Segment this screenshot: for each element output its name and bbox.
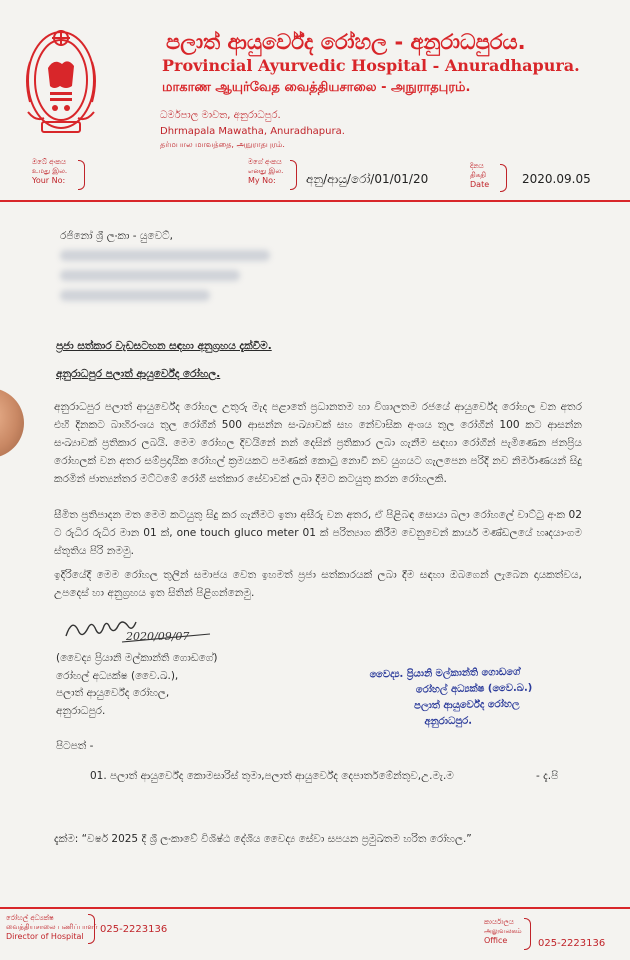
signatory-hospital: පලාත් ආයුර්වේද රෝහල,: [56, 687, 170, 699]
your-no-label-ta: உமது இல.: [32, 167, 68, 175]
redacted-address-line: [60, 250, 270, 261]
footer-office-label: [484, 918, 522, 945]
your-no-label-en: Your No:: [32, 176, 66, 185]
date-brace: [500, 164, 507, 192]
footer-office-brace: [524, 918, 531, 950]
address-tamil: தர்மபால மாவத்தை, அநுராதபுரம்.: [160, 140, 285, 149]
addressee: රජිනෝ ශ්‍රී ලංකා - යුවෙට්,: [60, 230, 174, 242]
stamp-line-1: වෛද්‍ය. ප්‍රියානි මල්කාන්ති ගොඩගේ: [369, 666, 521, 681]
signatory-name: (වෛද්‍ය ප්‍රියානි මල්කාන්ති ගොඩගේ): [56, 652, 218, 664]
stamp-line-3: පලාත් ආයුර්වේද රෝහල: [414, 698, 520, 712]
my-no-label: [248, 158, 283, 185]
hospital-name-sinhala: පලාත් ආයුර්වේද රෝහල - අනුරාධපුරය.: [166, 30, 526, 54]
copies-heading: පිටපත් -: [56, 740, 94, 752]
paragraph-3: ඉදිරියේදී මෙම රෝහල තුලින් සමාජය වෙත ඉහමත් ප්‍රජා සත්කාරයක් ලබා දීම සඳහා ඔබගෙන් ලැබෙන දායකත්වය, උපදෙස් හා අනුග්‍රහය ඉත සිතින් පිළිගන්නෙමු.: [54, 569, 582, 599]
paragraph-2: සීමිත ප්‍රතිපාදන මත මෙම කටයුතු සිදු කර ගැනීමට ඉතා අසීරු වන අතර, ඒ පිළිබඳ සොයා බලා රෝහලේ වාට්ටු අංක 02 ට රුධිර රුධිර මාන 01 ක්, one touch gluco meter 01 ක් පරිත්‍යාග කිරීම වෙනුවෙන් කාර්ය මණ්ඩලයේ හෘදයාංගම ස්තූතිය පිරි නමමු.: [54, 509, 582, 557]
copy-item-1: [90, 770, 559, 783]
footer-director-ta: வைத்தியசாலை பணிப்பாளர்: [6, 923, 98, 931]
my-no-value: අනු/ආයු/රෝ/01/01/20: [306, 172, 429, 186]
footer-office-si: කාර්යාලය: [484, 918, 514, 926]
vision-statement: දැක්ම: “වර්ෂ 2025 දී ශ්‍රී ලංකාවේ විශිෂ්ඨ දේශිය වෛද්‍ය සේවා සපයන ප්‍රමුඛතම හරිත රෝහල.”: [54, 833, 472, 845]
footer-divider: [0, 907, 630, 909]
address-sinhala: ධර්මපාල මාවත, අනුරාධපුර.: [160, 110, 281, 121]
my-no-label-en: My No:: [248, 176, 276, 185]
copy-item-1-text: 01. පලාත් ආයුර්වේද කොමසාරිස් තුමා,පලාත් ආයුර්වේද දෙපාර්තමේන්තුව,උ.මැ.ම: [90, 770, 454, 782]
address-english: Dhrmapala Mawatha, Anuradhapura.: [160, 126, 345, 137]
subject-line-1: ප්‍රජා සත්කාර වැඩසටහන සඳහා අනුග්‍රහය දැක්වීම.: [56, 340, 272, 352]
your-no-brace: [78, 160, 85, 190]
header-divider: [0, 200, 630, 202]
your-no-label: [32, 158, 67, 185]
your-no-label-si: ඔබේ අංකය: [32, 158, 66, 166]
footer-office-phone: 025-2223136: [538, 938, 606, 949]
signature-date: 2020/09/07: [126, 630, 190, 643]
redacted-address-line: [60, 290, 210, 301]
footer-office-ta: அலுவலகம்: [484, 927, 522, 935]
stamp-line-2: රෝහල් අධ්‍යක්ෂ (වෛ.ඛ.): [415, 682, 533, 696]
footer-director-si: රෝහල් අධ්‍යක්ෂ: [6, 914, 54, 922]
my-no-label-ta: எனது இல.: [248, 167, 284, 175]
copy-item-1-tail: - දැ.පි: [536, 770, 559, 782]
signatory-title: රෝහල් අධ්‍යක්ෂ (වෛ.ඛ.),: [56, 669, 179, 682]
footer-director-label: [6, 914, 97, 941]
stamp-line-4: අනුරාධපුර.: [424, 715, 473, 728]
footer-director-phone: 025-2223136: [100, 924, 168, 935]
footer-director-en: Director of Hospital: [6, 932, 84, 941]
date-label-ta: திகதி: [470, 171, 486, 179]
footer-office-en: Office: [484, 936, 508, 945]
my-no-brace: [290, 160, 297, 190]
signatory-city: අනුරාධපුර.: [56, 704, 106, 717]
hospital-name-tamil: மாகாண ஆயுர்வேத வைத்தியசாலை - அநுராதபுரம்.: [162, 80, 471, 95]
redacted-address-line: [60, 270, 240, 281]
footer-director-brace: [88, 914, 95, 944]
paragraph-1: අනුරාධපුර පලාත් ආයුර්වේද රෝහල උතුරු මැද පළාතේ ප්‍රධානතම හා විශාලතම රජයේ ආයුර්වේද රෝහල වන අතර එහි දිනකට බාහිරංශය තුල රෝගීන් 500 ආසන්න සංඛ්‍යාවක් සහ නේවාසික අංශය තුල රෝගීන් 100 කට ආසන්න සංඛ්‍යාවක් ප්‍රතිකාර ලබයි. මෙම රෝහල දිවයිනේ නන් දෙසින් ප්‍රතිකාර ලබා ගැනීම සඳහා රෝගීන් පැමිණෙන ජනප්‍රිය රෝහලක් වන අතර සම්ප්‍රදායික රෝහල් ක්‍රමයකට පමණක් කොටු නොවී නව යුගයට ගැලපෙන පරිදි නව නිර්මාණයන් සිදු කරමින් ජාත්‍යන්තර මට්ටමේ රෝගී සත්කාර සේවාවක් ලබා දීමට කටයුතු කරන රෝහලකි.: [54, 401, 582, 485]
date-label: [470, 162, 489, 189]
date-label-en: Date: [470, 180, 490, 189]
signatory-block: [56, 650, 217, 720]
date-label-si: දිනය: [470, 162, 484, 170]
date-value: 2020.09.05: [522, 172, 591, 186]
subject-line-2: අනුරාධපුර පලාත් ආයුර්වේද රෝහල.: [56, 368, 221, 380]
sri-lanka-emblem-icon: [22, 22, 100, 140]
my-no-label-si: මගේ අංකය: [248, 158, 282, 166]
hospital-name-english: Provincial Ayurvedic Hospital - Anuradhapura.: [162, 56, 580, 75]
official-stamp: [369, 665, 533, 732]
